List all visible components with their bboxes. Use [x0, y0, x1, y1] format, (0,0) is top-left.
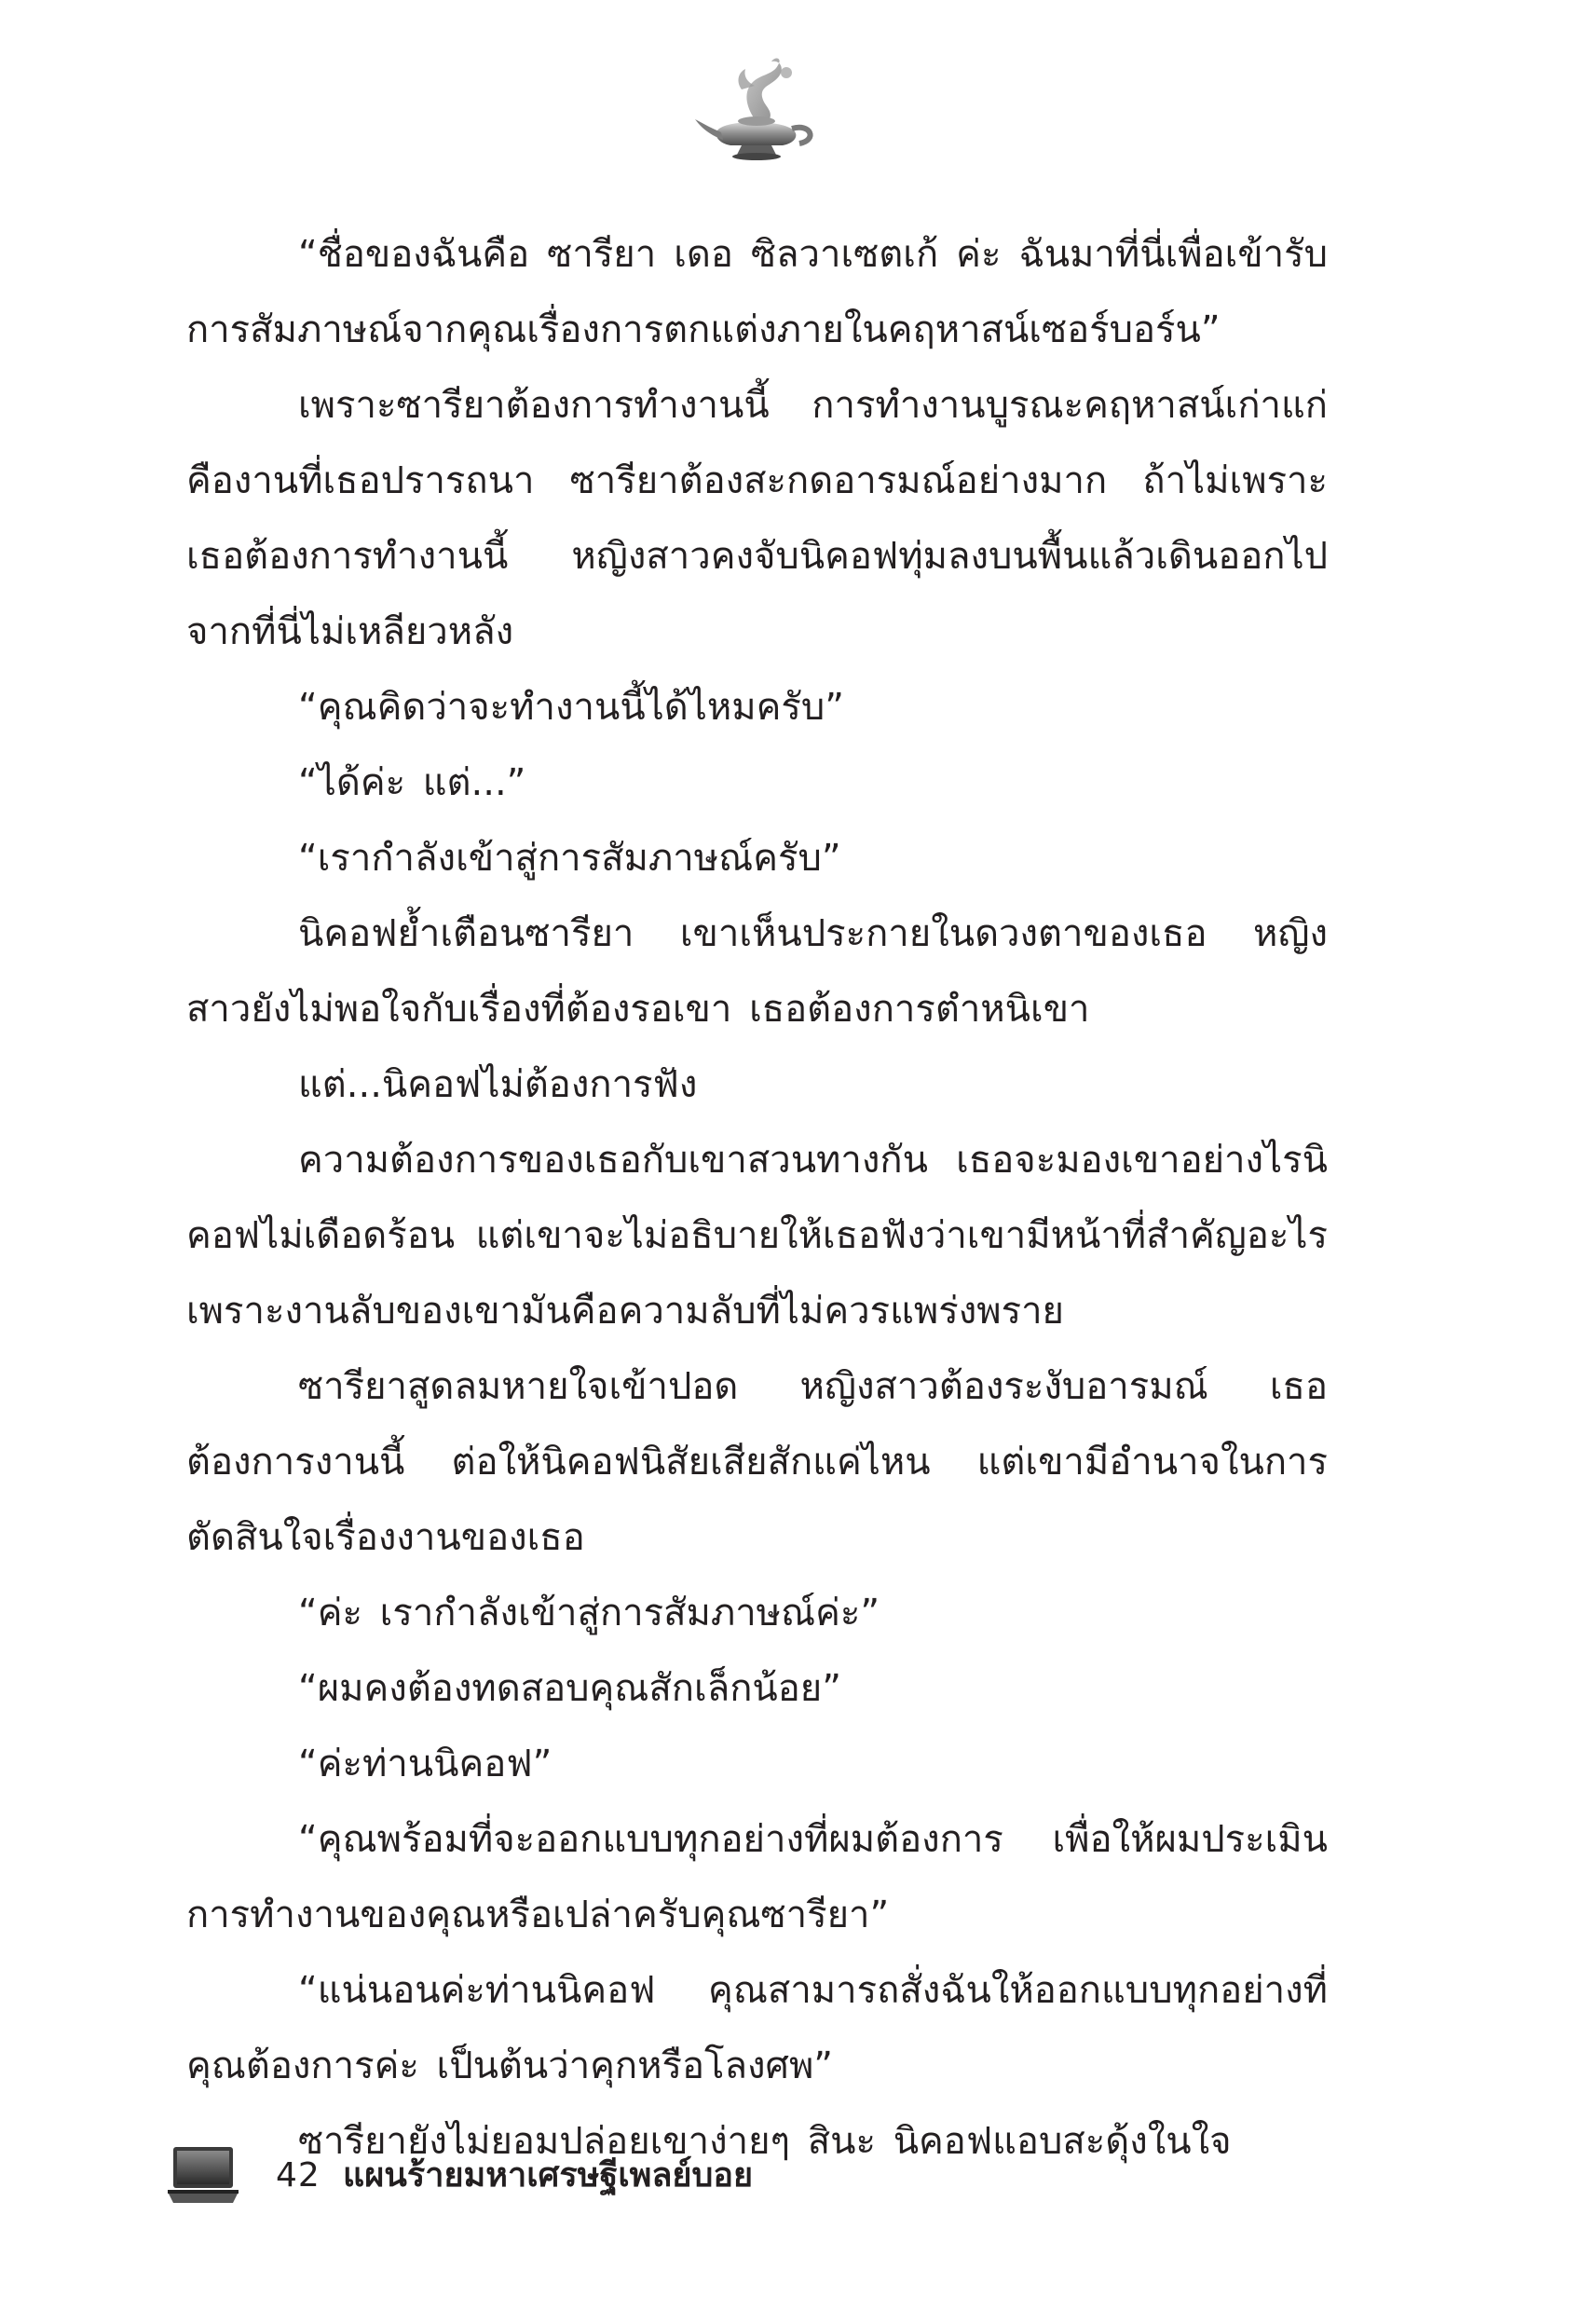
paragraph: ความต้องการของเธอกับเขาสวนทางกัน เธอจะมองเขาอย่างไรนิคอฟไม่เดือดร้อน แต่เขาจะไม่อธิบายให้เธอฟังว่าเขามีหน้าที่สำคัญอะไร เพราะงานลับของเขามันคือความลับที่ไม่ควรแพร่งพราย — [186, 1139, 1328, 1333]
paragraph: เพราะซารียาต้องการทำงานนี้ การทำงานบูรณะคฤหาสน์เก่าแก่คืองานที่เธอปรารถนา ซารียาต้องสะกดอารมณ์อย่างมาก ถ้าไม่เพราะเธอต้องการทำงานนี้ หญิงสาวคงจับนิคอฟทุ่มลงบนพื้นแล้วเดินออกไปจากที่นี่ไม่เหลียวหลัง — [186, 384, 1328, 653]
page-footer — [166, 2143, 1004, 2218]
paragraph: “เรากำลังเข้าสู่การสัมภาษณ์ครับ” — [298, 837, 841, 880]
paragraph: นิคอฟย้ำเตือนซารียา เขาเห็นประกายในดวงตาของเธอ หญิงสาวยังไม่พอใจกับเรื่องที่ต้องรอเขา เธอต้องการตำหนิเขา — [186, 912, 1328, 1031]
page-number: 42 — [276, 2156, 321, 2195]
book-title: แผนร้ายมหาเศรษฐีเพลย์บอย — [343, 2156, 754, 2195]
paragraph: “ชื่อของฉันคือ ซารียา เดอ ซิลวาเซตเก้ ค่ะ ฉันมาที่นี่เพื่อเข้ารับการสัมภาษณ์จากคุณเรื่องการตกแต่งภายในคฤหาสน์เซอร์บอร์น” — [186, 233, 1328, 351]
paragraph: ซารียายังไม่ยอมปล่อยเขาง่ายๆ สินะ นิคอฟแอบสะดุ้งในใจ — [298, 2120, 1232, 2163]
paragraph: ซารียาสูดลมหายใจเข้าปอด หญิงสาวต้องระงับอารมณ์ เธอต้องการงานนี้ ต่อให้นิคอฟนิสัยเสียสักแค่ไหน แต่เขามีอำนาจในการตัดสินใจเรื่องงานของเธอ — [186, 1365, 1328, 1559]
paragraph: “คุณคิดว่าจะทำงานนี้ได้ไหมครับ” — [298, 686, 844, 729]
genie-lamp-icon — [689, 54, 829, 166]
paragraph: “ได้ค่ะ แต่...” — [298, 761, 526, 804]
laptop-icon — [166, 2145, 240, 2207]
paragraph: “คุณพร้อมที่จะออกแบบทุกอย่างที่ผมต้องการ เพื่อให้ผมประเมินการทำงานของคุณหรือเปล่าครับคุณซารียา” — [186, 1818, 1328, 1936]
paragraph: “แน่นอนค่ะท่านนิคอฟ คุณสามารถสั่งฉันให้ออกแบบทุกอย่างที่คุณต้องการค่ะ เป็นต้นว่าคุกหรือโลงศพ” — [186, 1969, 1328, 2087]
chapter-body — [186, 217, 1328, 2180]
paragraph: แต่...นิคอฟไม่ต้องการฟัง — [298, 1063, 698, 1106]
paragraph: “ค่ะ เรากำลังเข้าสู่การสัมภาษณ์ค่ะ” — [298, 1592, 880, 1634]
paragraph: “ค่ะท่านนิคอฟ” — [298, 1743, 552, 1785]
paragraph: “ผมคงต้องทดสอบคุณสักเล็กน้อย” — [298, 1667, 841, 1710]
